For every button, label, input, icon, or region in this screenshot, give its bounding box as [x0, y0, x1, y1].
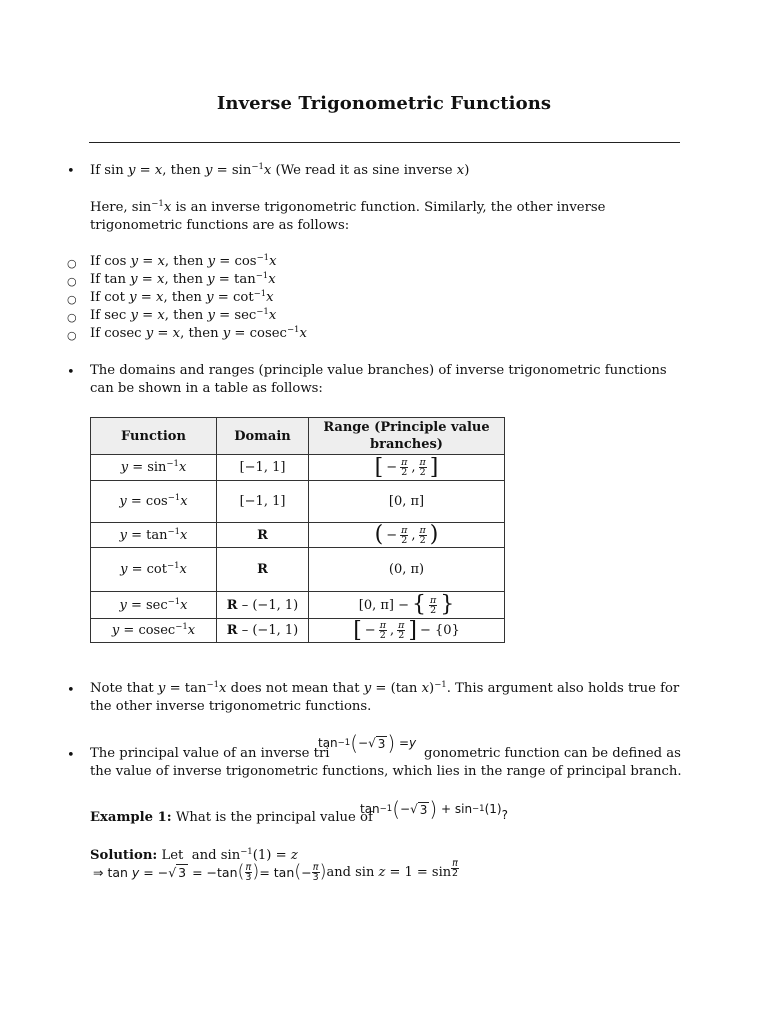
circle-bullet-icon: ○ [67, 293, 77, 306]
table-row [91, 619, 505, 643]
principal-text-a: The principal value of an inverse tri [90, 746, 330, 761]
sub-item-sec: If sec y = x, then $y = \sec^{-1}x$ [90, 307, 277, 323]
example-line [90, 809, 373, 827]
solution-label: Solution: [90, 848, 158, 863]
cell-function: y = cosec$^{-1}$x [91, 619, 217, 643]
table-row [91, 548, 505, 592]
sub-item-cot: If cot y = x, then $y = \cot^{-1}x$ [90, 289, 274, 305]
table-row [91, 523, 505, 548]
table-row [91, 455, 505, 481]
header-function: Function [91, 418, 217, 455]
cell-range: [0, π] − { $\frac{\pi}{2}$ } [309, 592, 505, 619]
cell-range: [ − $\frac{\pi}{2}$ , $\frac{\pi}{2}$ ] − {0} [309, 619, 505, 643]
cell-domain: R [217, 548, 309, 592]
example-text: What is the principal value of [171, 810, 373, 825]
cell-function: $y = \sin^{-1}x$ [91, 455, 217, 481]
cell-range: (0, π) [309, 548, 505, 592]
circle-bullet-icon: ○ [67, 275, 77, 288]
table-intro: The domains and ranges (principle value branches) of inverse trigonometric functions can be shown in a table as follows: [90, 363, 667, 396]
cell-domain: [−1, 1] [217, 481, 309, 523]
intro-paragraph: Here, $\sin^{-1}x$ is an inverse trigonometric function. Similarly, the other inverse trigonometric functions are as follows: [90, 199, 606, 233]
sub-item-cosec: If cosec y = x, then y = cosec$^{-1}$x [90, 325, 307, 341]
bullet-icon: • [67, 365, 75, 380]
solution-derivation: ⇒ tan y = −√ 3 = −tan ( $\frac{\pi}{3}$ ) = tan ( − $\frac{\pi}{3}$ ) and sin z = 1 = sin $\frac{\pi}{2}$ [93, 857, 458, 883]
cell-range: [ − $\frac{\pi}{2}$ , $\frac{\pi}{2}$ ] [309, 455, 505, 481]
example-formula: tan −1 ( −√ 3 ) + sin −1 (1) ? [360, 797, 508, 822]
table-row [91, 481, 505, 523]
cell-domain: R – (−1, 1) [217, 619, 309, 643]
circle-bullet-icon: ○ [67, 329, 77, 342]
cell-function: $y = \tan^{-1}x$ [91, 523, 217, 548]
sub-item-cos: If cos y = x, then $y = \cos^{-1}x$ [90, 253, 277, 269]
sub-item-tan: If tan y = x, then $y = \tan^{-1}x$ [90, 271, 276, 287]
example-label: Example 1: [90, 810, 172, 825]
cell-domain: R – (−1, 1) [217, 592, 309, 619]
cell-range: ( − $\frac{\pi}{2}$ , $\frac{\pi}{2}$ ) [309, 523, 505, 548]
cell-function: $y = \cot^{-1}x$ [91, 548, 217, 592]
circle-bullet-icon: ○ [67, 311, 77, 324]
bullet-icon: • [67, 748, 75, 763]
page-title: Inverse Trigonometric Functions [216, 93, 552, 114]
cell-function: $y = \cos^{-1}x$ [91, 481, 217, 523]
cell-domain: R [217, 523, 309, 548]
cell-domain: [−1, 1] [217, 455, 309, 481]
range-table [90, 417, 505, 643]
solution-text: Let and $\sin^{-1}(1) = z$ [157, 847, 298, 863]
note-paragraph: Note that $y = \tan^{-1}x$ does not mean that y = (tan x)$^{-1}$. This argument also holds true for the other inverse trigonometric functions. [90, 680, 680, 714]
circle-bullet-icon: ○ [67, 257, 77, 270]
principal-formula-overlay: tan −1 ( −√ 3 ) = y [318, 731, 417, 755]
intro-line: If sin y = x, then $y = \sin^{-1}x$ (We read it as sine inverse x) [90, 162, 470, 178]
cell-function: $y = \sec^{-1}x$ [91, 592, 217, 619]
header-range: Range (Principle value branches) [309, 418, 505, 455]
cell-range: [0, π] [309, 481, 505, 523]
header-domain: Domain [217, 418, 309, 455]
table-row [91, 592, 505, 619]
principal-text-b: gonometric function can be defined as [424, 746, 681, 761]
bullet-icon: • [67, 164, 75, 179]
principal-text-c: the value of inverse trigonometric functions, which lies in the range of principal branch. [90, 764, 682, 779]
bullet-icon: • [67, 683, 75, 698]
title-divider [89, 142, 680, 143]
